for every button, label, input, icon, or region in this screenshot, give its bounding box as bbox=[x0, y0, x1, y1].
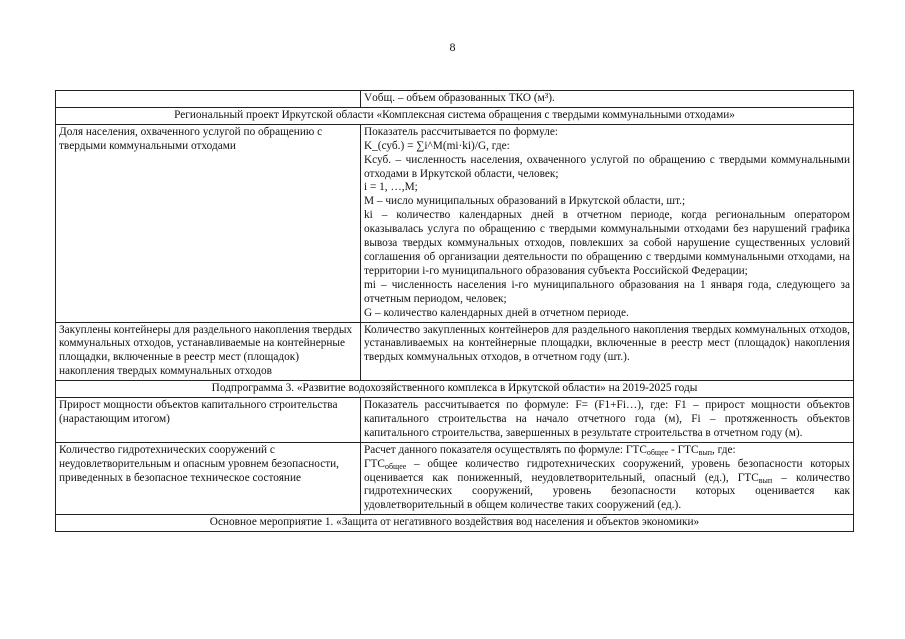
formula-term-ksub: Kсуб. – численность населения, охваченного услугой по обращению с твердыми коммунальными отходами в Иркутской области, человек; bbox=[364, 153, 850, 180]
table-cell-volume bbox=[361, 91, 854, 108]
indicator-method-containers: Количество закупленных контейнеров для раздельного накопления твердых коммунальных отходов, устанавливаемых на контейнерные площадки, включенные в реестр мест (площадок) накопления твердых коммунальных отходов, в отчетном году (шт.). bbox=[361, 322, 854, 381]
indicator-name-hydro-structures: Количество гидротехнических сооружений с неудовлетворительным и опасным уровнем безопасности, приведенных в безопасное техническое состояние bbox=[56, 442, 361, 515]
section-heading-subprogram-3: Подпрограмма 3. «Развитие водохозяйственного комплекса в Иркутской области» на 2019-2025 годы bbox=[56, 381, 854, 398]
formula-term-m: M – число муниципальных образований в Иркутской области, шт.; bbox=[364, 195, 686, 208]
formula-term-i: i = 1, …,M; bbox=[364, 181, 418, 194]
formula-term-g: G – количество календарных дней в отчетном периоде. bbox=[364, 306, 629, 319]
indicator-name-containers: Закуплены контейнеры для раздельного накопления твердых коммунальных отходов, устанавливаемые на контейнерные площадки, включенные в реестр мест (площадок) накопления твердых коммунальных отходов bbox=[56, 322, 361, 381]
hydro-def-text: – общее количество гидротехнических сооружений, уровень безопасности которых оценивается как пониженный, неудовлетворительный, опасный (ед.), ГТС bbox=[364, 457, 850, 484]
indicator-method-hydro-structures bbox=[361, 442, 854, 515]
hydro-formula-sub-done: вып bbox=[698, 447, 713, 457]
section-heading-regional-project: Региональный проект Иркутской области «Комплексная система обращения с твердыми коммунальными отходами» bbox=[56, 107, 854, 124]
table-row-section bbox=[56, 107, 854, 124]
indicator-name-population-share: Доля населения, охваченного услугой по обращению с твердыми коммунальными отходами bbox=[56, 124, 361, 322]
page-number: 8 bbox=[449, 40, 456, 54]
hydro-def-sub-done: вып bbox=[758, 475, 773, 485]
hydro-formula-text-minus: - ГТС bbox=[668, 443, 699, 456]
hydro-definitions bbox=[364, 458, 850, 514]
indicator-method-population-share bbox=[361, 124, 854, 322]
formula-term-mi: mi – численность населения i-го муниципального образования на 1 января года, следующего за отчетным периодом, человек; bbox=[364, 278, 850, 305]
hydro-formula-text: Расчет данного показателя осуществлять по формуле: ГТС bbox=[364, 443, 647, 456]
section-heading-main-activity-1: Основное мероприятие 1. «Защита от негативного воздействия вод населения и объектов экономики» bbox=[56, 515, 854, 532]
table-row bbox=[56, 442, 854, 515]
hydro-formula-sub-total: общее bbox=[646, 447, 669, 457]
table-row bbox=[56, 322, 854, 381]
volume-definition: Vобщ. – объем образованных ТКО (м³). bbox=[364, 92, 555, 104]
hydro-def-text-end: – количество гидротехнических сооружений, уровень безопасности которых оценивается как удовлетворительный в общем количестве таких сооружений (ед.). bbox=[364, 471, 850, 512]
hydro-formula bbox=[364, 444, 850, 458]
indicator-name-capacity-growth: Прирост мощности объектов капитального строительства (нарастающим итогом) bbox=[56, 398, 361, 443]
hydro-def-label: ГТС bbox=[364, 457, 385, 470]
table-row-section bbox=[56, 515, 854, 532]
hydro-def-sub-total: общее bbox=[384, 461, 407, 471]
table-cell-empty bbox=[56, 91, 361, 108]
table-row bbox=[56, 124, 854, 322]
formula-expression: K_(суб.) = ∑i^M(mi·ki)/G, где: bbox=[364, 139, 510, 152]
indicator-method-capacity-growth: Показатель рассчитывается по формуле: F= (F1+Fi…), где: F1 – прирост мощности объектов капитального строительства на начало отчетного года (м), Fi – протяженность объектов капитального строительства, завершенных в результате строительства в отчетном году (м). bbox=[361, 398, 854, 443]
table-row bbox=[56, 91, 854, 108]
formula-intro: Показатель рассчитывается по формуле: bbox=[364, 125, 558, 138]
table-row bbox=[56, 398, 854, 443]
indicator-table bbox=[55, 90, 854, 532]
hydro-formula-text-end: , где: bbox=[712, 443, 736, 456]
table-row-section bbox=[56, 381, 854, 398]
formula-term-ki: ki – количество календарных дней в отчетном периоде, когда региональным оператором оказывалась услуга по обращению с твердыми коммунальными отходами без нарушений графика вывоза твердых коммунальных отходов, повлекших за собой нарушение существенных условий соглашения об организации деятельности по обращению с твердыми коммунальными отходами, на территории i-го муниципального образования субъекта Российской Федерации; bbox=[364, 209, 850, 277]
